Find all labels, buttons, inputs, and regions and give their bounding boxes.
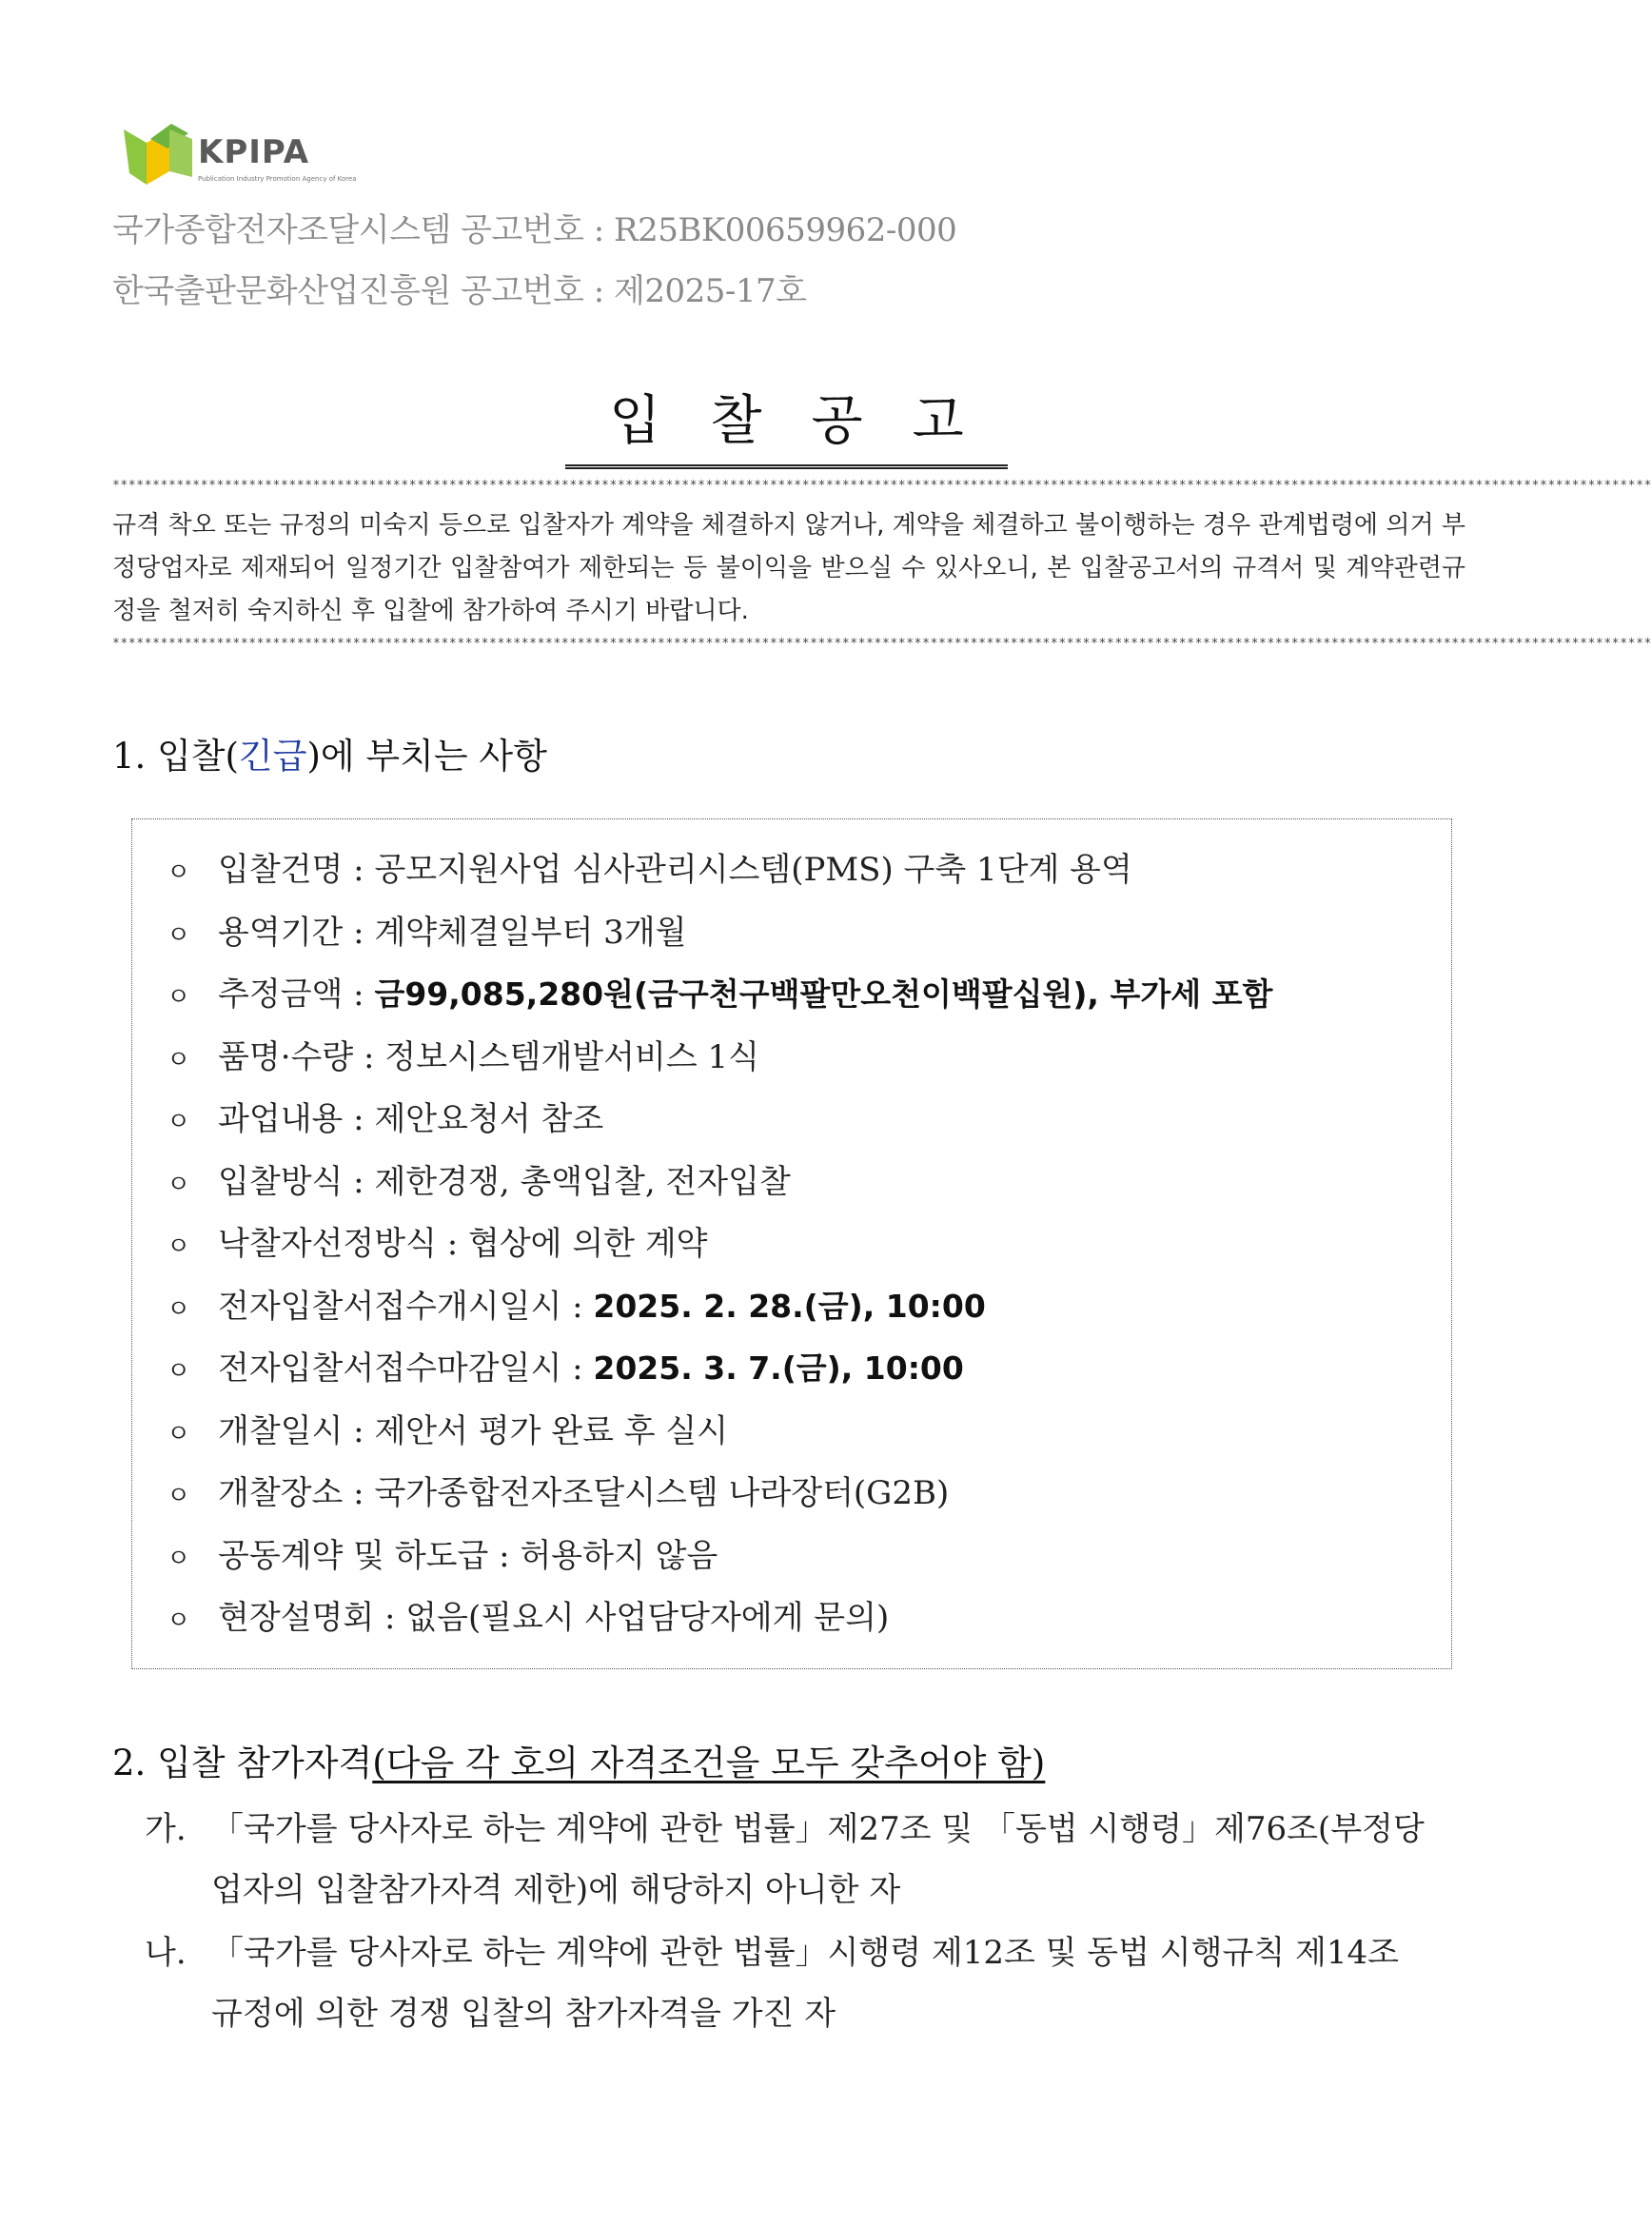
bullet-icon: ㅇ [167, 1294, 191, 1324]
star-divider-bottom: ************************************************************************************************************************************************************************************************ [112, 637, 1652, 651]
list-item: ㅇ 용역기간 : 계약체결일부터 3개월 [167, 904, 1272, 967]
title-char: 고 [912, 390, 964, 452]
bullet-icon: ㅇ [167, 1045, 191, 1074]
bullet-icon: ㅇ [167, 920, 191, 950]
bullet-icon: ㅇ [167, 1357, 191, 1386]
kpipa-logo [122, 122, 407, 198]
warning-text: 규격 착오 또는 규정의 미숙지 등으로 입찰자가 계약을 체결하지 않거나, 계약을 체결하고 불이행하는 경우 관계법령에 의거 부정당업자로 제재되어 일정기간 입찰참여가 제한되는 등 불이익을 받으실 수 있사오니, 본 입찰공고서의 규격서 및 계약관련규정을 철저히 숙지하신 후 입찰에 참가하여 주시기 바랍니다. [112, 511, 1465, 625]
list-item: ㅇ 개찰장소 : 국가종합전자조달시스템 나라장터(G2B) [167, 1465, 1272, 1527]
qualification-item: 가. 「국가를 당사자로 하는 계약에 관한 법률」제27조 및 「동법 시행령」제76조(부정당 업자의 입찰참가자격 제한)에 해당하지 아니한 자 [145, 1799, 1467, 1921]
title-char: 공 [811, 390, 863, 452]
list-item: ㅇ 개찰일시 : 제안서 평가 완료 후 실시 [167, 1403, 1272, 1466]
list-item: ㅇ 낙찰자선정방식 : 협상에 의한 계약 [167, 1215, 1272, 1278]
list-item: ㅇ 공동계약 및 하도급 : 허용하지 않음 [167, 1527, 1272, 1590]
section-1-heading: 1. 입찰(긴급)에 부치는 사항 [112, 736, 547, 777]
list-item: ㅇ 입찰방식 : 제한경쟁, 총액입찰, 전자입찰 [167, 1153, 1272, 1216]
bullet-icon: ㅇ [167, 1419, 191, 1448]
logo-name: KPIPA [198, 133, 310, 171]
bullet-icon: ㅇ [167, 1606, 191, 1635]
list-item: ㅇ 전자입찰서접수개시일시 : 2025. 2. 28.(금), 10:00 [167, 1278, 1272, 1341]
list-item: ㅇ 추정금액 : 금99,085,280원(금구천구백팔만오천이백팔십원), 부가세 포함 [167, 966, 1272, 1029]
list-item: ㅇ 현장설명회 : 없음(필요시 사업담당자에게 문의) [167, 1589, 1272, 1652]
section-2-heading: 2. 입찰 참가자격(다음 각 호의 자격조건을 모두 갖추어야 함) [112, 1743, 1046, 1783]
book-logo-icon [122, 122, 194, 187]
bullet-icon: ㅇ [167, 1544, 191, 1573]
title-char: 입 [609, 390, 661, 452]
estimated-amount: 금99,085,280원(금구천구백팔만오천이백팔십원), 부가세 포함 [374, 975, 1273, 1013]
section-2-condition: (다음 각 호의 자격조건을 모두 갖추어야 함) [372, 1743, 1046, 1783]
bullet-icon: ㅇ [167, 858, 191, 887]
bullet-icon: ㅇ [167, 983, 191, 1012]
bullet-icon: ㅇ [167, 1232, 191, 1261]
g2b-notice-number: 국가종합전자조달시스템 공고번호 : R25BK00659962-000 [112, 211, 957, 249]
urgent-label: 긴급 [238, 736, 307, 777]
page-title [0, 379, 1573, 469]
bullet-icon: ㅇ [167, 1108, 191, 1136]
list-item: ㅇ 품명·수량 : 정보시스템개발서비스 1식 [167, 1029, 1272, 1092]
bid-details-list [167, 841, 1272, 1652]
bid-close-datetime: 2025. 3. 7.(금), 10:00 [593, 1349, 964, 1387]
qualification-mark: 나. [145, 1934, 187, 1972]
agency-notice-number: 한국출판문화산업진흥원 공고번호 : 제2025-17호 [112, 272, 807, 310]
logo-subtitle: Publication Industry Promotion Agency of Korea [198, 175, 357, 183]
qualification-item: 나. 「국가를 당사자로 하는 계약에 관한 법률」시행령 제12조 및 동법 시행규칙 제14조 규정에 의한 경쟁 입찰의 참가자격을 가진 자 [145, 1922, 1467, 2044]
list-item: ㅇ 입찰건명 : 공모지원사업 심사관리시스템(PMS) 구축 1단계 용역 [167, 841, 1272, 904]
star-divider-top: ************************************************************************************************************************************************************************************************ [112, 479, 1652, 493]
list-item: ㅇ 과업내용 : 제안요청서 참조 [167, 1091, 1272, 1153]
title-char: 찰 [710, 390, 762, 452]
bullet-icon: ㅇ [167, 1170, 191, 1199]
qualification-mark: 가. [145, 1810, 187, 1848]
list-item: ㅇ 전자입찰서접수마감일시 : 2025. 3. 7.(금), 10:00 [167, 1340, 1272, 1403]
bullet-icon: ㅇ [167, 1482, 191, 1510]
bid-open-datetime: 2025. 2. 28.(금), 10:00 [593, 1287, 986, 1325]
